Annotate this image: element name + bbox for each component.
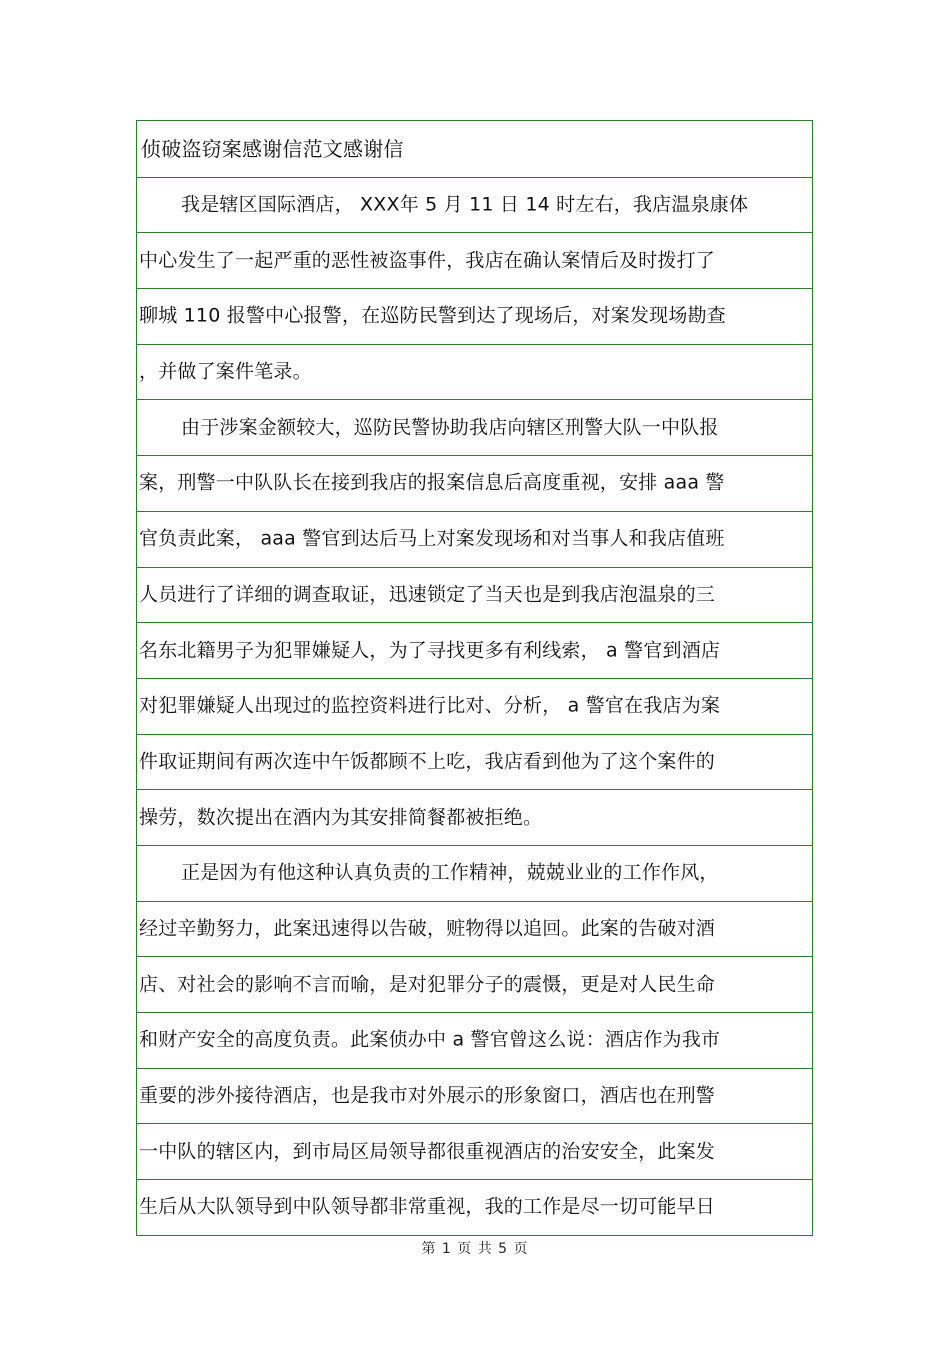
text-line-row <box>137 1123 812 1179</box>
text-line: 件取证期间有两次连中午饭都顾不上吃，我店看到他为了这个案件的 <box>139 750 716 773</box>
text-line-row <box>137 232 812 288</box>
text-grid <box>136 120 813 1236</box>
page-number: 第 1 页 共 5 页 <box>421 1241 529 1257</box>
text-line: 经过辛勤努力，此案迅速得以告破，赃物得以追回。此案的告破对酒 <box>139 917 716 940</box>
text-line: 重要的涉外接待酒店，也是我市对外展示的形象窗口，酒店也在刑警 <box>139 1084 716 1107</box>
text-line-row <box>137 789 812 845</box>
text-line: 操劳，数次提出在酒内为其安排简餐都被拒绝。 <box>139 806 543 829</box>
document-title: 侦破盗窃案感谢信范文感谢信 <box>141 136 404 161</box>
text-line: 由于涉案金额较大，巡防民警协助我店向辖区刑警大队一中队报 <box>181 416 719 439</box>
text-line-row <box>137 344 812 400</box>
document-title-row <box>137 121 812 177</box>
text-line-row <box>137 455 812 511</box>
text-line: 官负责此案， aaa 警官到达后马上对案发现场和对当事人和我店值班 <box>139 527 725 550</box>
text-line-row <box>137 399 812 455</box>
text-line: 一中队的辖区内，到市局区局领导都很重视酒店的治安安全，此案发 <box>139 1140 716 1163</box>
text-line: 店、对社会的影响不言而喻，是对犯罪分子的震慑，更是对人民生命 <box>139 973 716 996</box>
text-line: 和财产安全的高度负责。此案侦办中 a 警官曾这么说：酒店作为我市 <box>139 1028 721 1051</box>
text-line-row <box>137 177 812 233</box>
text-line: ，并做了案件笔录。 <box>139 360 312 383</box>
text-line-row <box>137 622 812 678</box>
text-line-row <box>137 288 812 344</box>
text-line: 中心发生了一起严重的恶性被盗事件，我店在确认案情后及时拨打了 <box>139 249 716 272</box>
text-line: 生后从大队领导到中队领导都非常重视，我的工作是尽一切可能早日 <box>139 1195 716 1218</box>
text-line-row <box>137 511 812 567</box>
text-line-row <box>137 901 812 957</box>
text-line-row <box>137 1012 812 1068</box>
text-line: 人员进行了详细的调查取证，迅速锁定了当天也是到我店泡温泉的三 <box>139 583 716 606</box>
text-line-row <box>137 678 812 734</box>
text-line-row <box>137 845 812 901</box>
text-line-row <box>137 1068 812 1124</box>
text-line-row <box>137 956 812 1012</box>
text-line: 聊城 110 报警中心报警，在巡防民警到达了现场后，对案发现场勘查 <box>139 304 726 327</box>
text-line: 我是辖区国际酒店， XXX年 5 月 11 日 14 时左右，我店温泉康体 <box>181 193 749 216</box>
text-line-row <box>137 734 812 790</box>
text-line: 对犯罪嫌疑人出现过的监控资料进行比对、分析， a 警官在我店为案 <box>139 694 721 717</box>
text-line: 正是因为有他这种认真负责的工作精神，兢兢业业的工作作风， <box>181 861 719 884</box>
text-line-row <box>137 1179 812 1235</box>
text-line: 名东北籍男子为犯罪嫌疑人，为了寻找更多有利线索， a 警官到酒店 <box>139 639 721 662</box>
text-line: 案，刑警一中队队长在接到我店的报案信息后高度重视，安排 aaa 警 <box>139 471 725 494</box>
text-line-row <box>137 567 812 623</box>
